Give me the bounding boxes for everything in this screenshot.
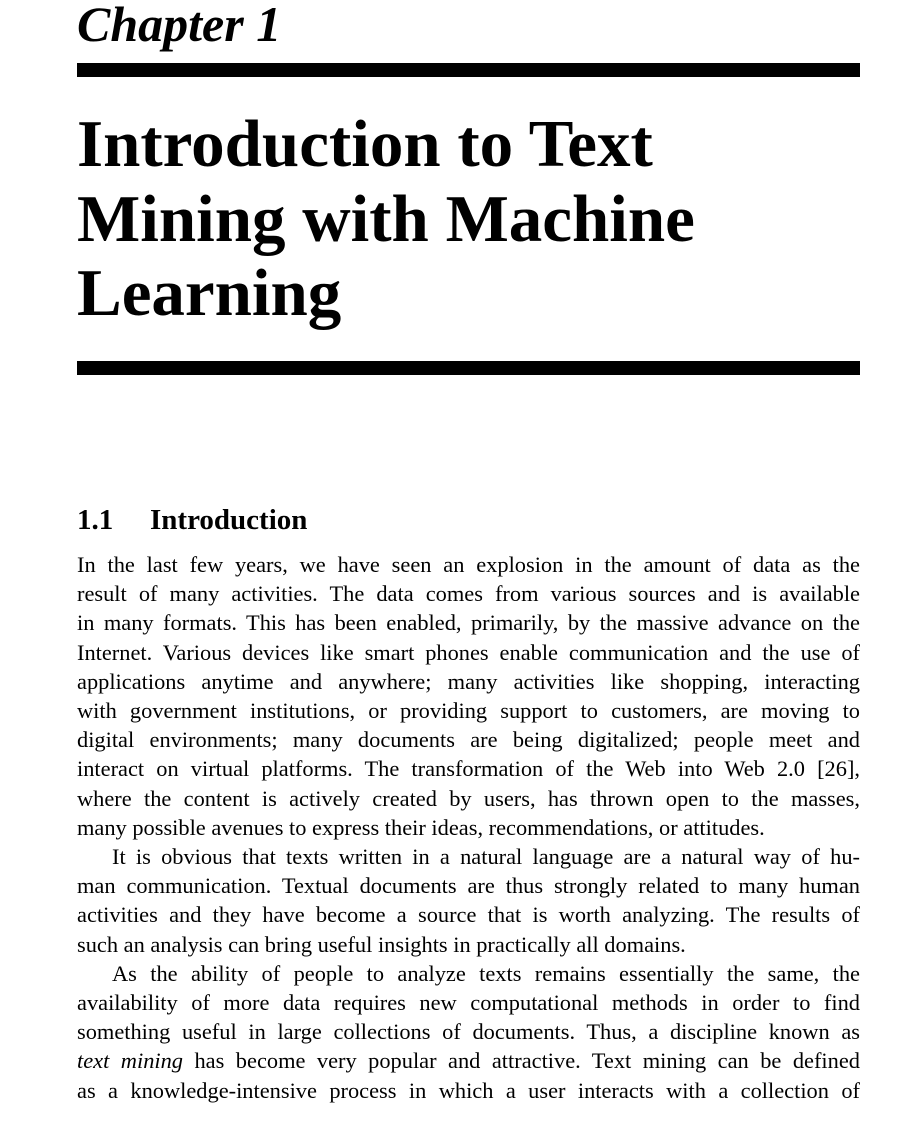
text-line: applications anytime and anywhere; many activities like shopping, interacting <box>77 668 860 694</box>
text-line: As the ability of people to analyze texts remains essentially the same, the <box>112 960 860 986</box>
chapter-title-line: Mining with Machine <box>77 181 695 256</box>
section-heading <box>77 503 307 537</box>
body-text <box>77 550 860 1105</box>
paragraph <box>77 959 860 1105</box>
text-line: many possible avenues to express their ideas, recommendations, or attitudes. <box>77 814 765 840</box>
text-line: as a knowledge-intensive process in which a user interacts with a collection of <box>77 1077 860 1103</box>
chapter-title-line: Introduction to Text <box>77 107 653 181</box>
chapter-title-line: Learning <box>77 256 342 330</box>
text-line: where the content is actively created by users, has thrown open to the masses, <box>77 785 860 811</box>
text-line: man communication. Textual documents are thus strongly related to many human <box>77 873 860 899</box>
chapter-rule-top <box>77 63 860 77</box>
text-line: It is obvious that texts written in a natural language are a natural way of hu- <box>112 844 860 870</box>
text-line <box>77 1046 860 1075</box>
text-line: availability of more data requires new computational methods in order to find <box>77 990 860 1016</box>
text-line: in many formats. This has been enabled, primarily, by the massive advance on the <box>77 610 860 636</box>
text-line: In the last few years, we have seen an explosion in the amount of data as the <box>77 552 860 577</box>
text-line: something useful in large collections of documents. Thus, a discipline known as <box>77 1019 860 1045</box>
chapter-title <box>77 107 695 331</box>
text-line: such an analysis can bring useful insights in practically all domains. <box>77 931 686 957</box>
chapter-rule-bottom <box>77 361 860 375</box>
text-line: interact on virtual platforms. The transformation of the Web into Web 2.0 [26], <box>77 756 860 782</box>
text-line: result of many activities. The data comes from various sources and is available <box>77 581 860 607</box>
section-title: Introduction <box>150 504 308 536</box>
text-line: activities and they have become a source that is worth analyzing. The results of <box>77 902 860 928</box>
text-line: with government institutions, or providing support to customers, are moving to <box>77 698 860 724</box>
section-number: 1.1 <box>77 504 114 536</box>
emphasized-term: text mining <box>77 1048 183 1074</box>
paragraph <box>77 842 860 959</box>
text-line-rest: has become very popular and attractive. Text mining can be defined <box>183 1048 860 1074</box>
text-line: digital environments; many documents are being digitalized; people meet and <box>77 727 860 753</box>
text-line: Internet. Various devices like smart phones enable communication and the use of <box>77 639 860 665</box>
chapter-label: Chapter 1 <box>77 0 282 52</box>
paragraph <box>77 550 860 842</box>
